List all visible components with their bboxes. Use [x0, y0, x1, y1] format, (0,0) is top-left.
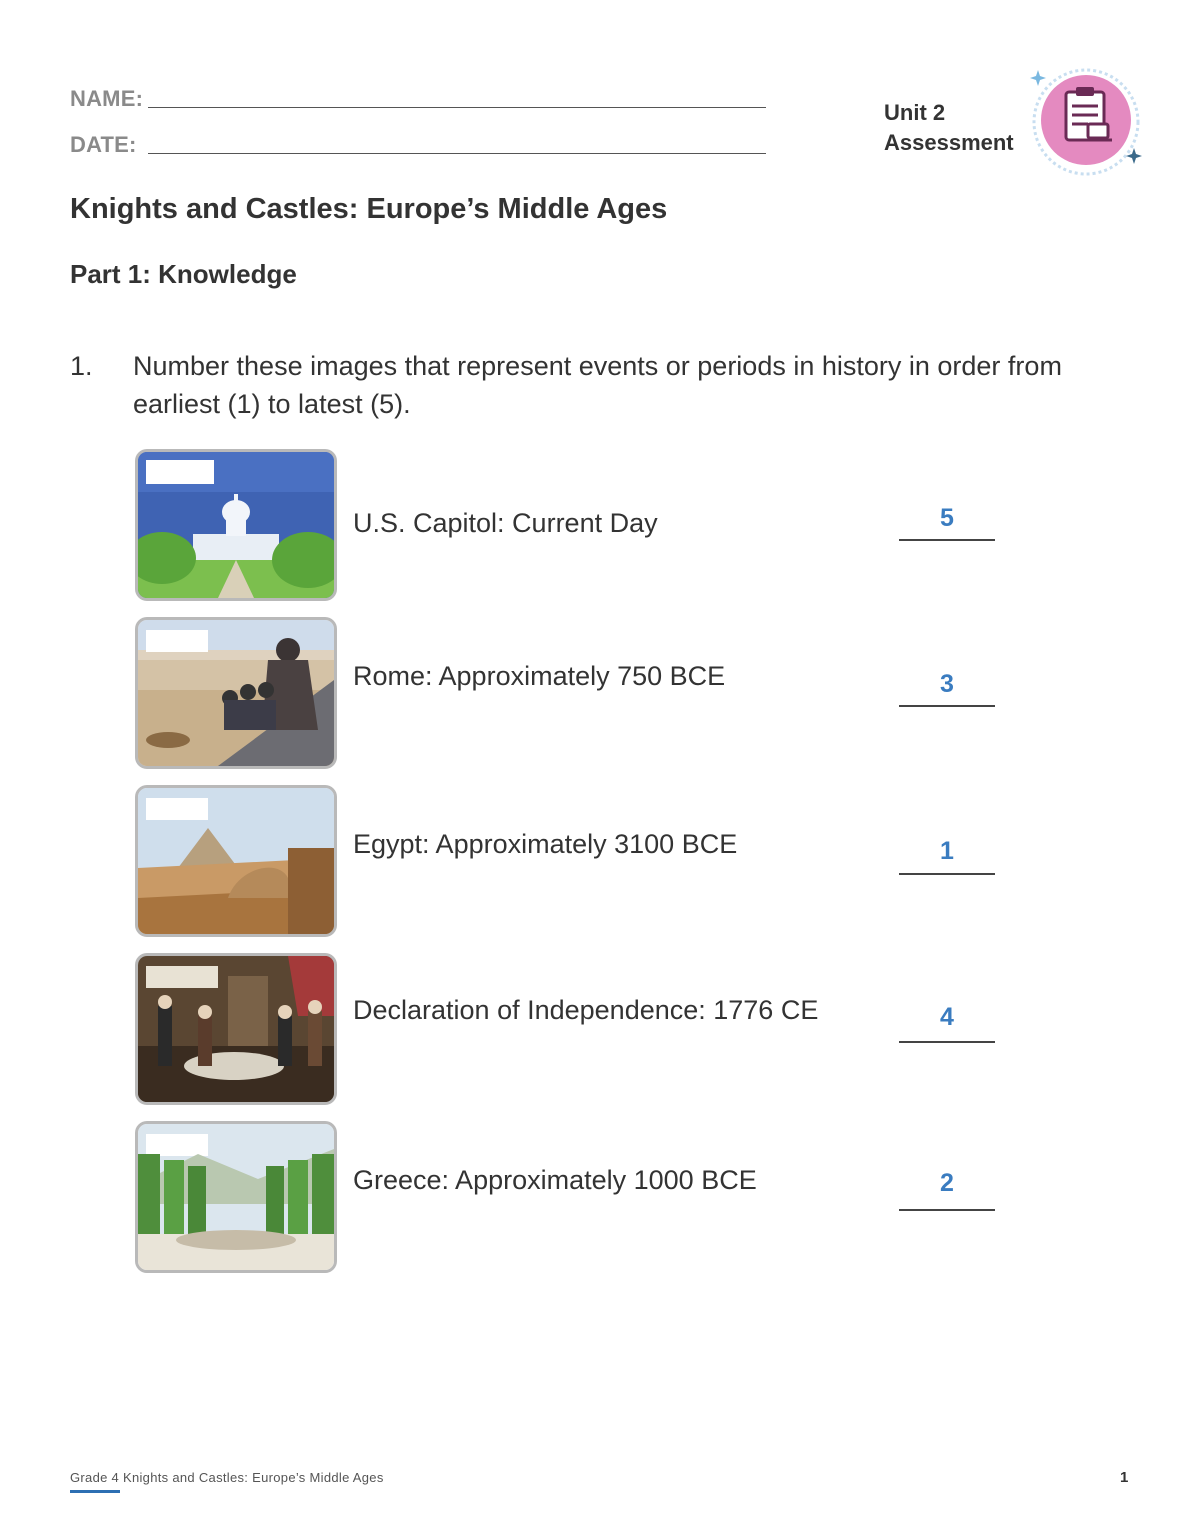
answer-value[interactable]: 3 — [940, 670, 954, 698]
egypt-image — [135, 785, 337, 937]
answer-line — [899, 1209, 995, 1211]
footer-text: Grade 4 Knights and Castles: Europe’s Middle Ages — [70, 1470, 384, 1485]
item-label: Greece: Approximately 1000 BCE — [353, 1165, 757, 1195]
item-label: Declaration of Independence: 1776 CE — [353, 995, 819, 1025]
part-title: Part 1: Knowledge — [70, 259, 297, 289]
unit-assessment: Assessment — [884, 130, 1014, 155]
answer-line — [899, 873, 995, 875]
date-line — [148, 153, 766, 154]
list-item — [135, 449, 1035, 599]
date-label: DATE: — [70, 132, 137, 157]
answer-value[interactable]: 4 — [940, 1003, 954, 1031]
page-title: Knights and Castles: Europe’s Middle Ages — [70, 193, 668, 225]
greece-image — [135, 1121, 337, 1273]
date-field[interactable] — [70, 132, 137, 158]
list-item — [135, 1121, 1035, 1271]
answer-line — [899, 1041, 995, 1043]
declaration-image — [135, 953, 337, 1105]
name-line — [148, 107, 766, 108]
rome-image — [135, 617, 337, 769]
list-item — [135, 953, 1035, 1103]
answer-line — [899, 539, 995, 541]
item-label: Egypt: Approximately 3100 BCE — [353, 829, 738, 859]
answer-value[interactable]: 5 — [940, 504, 954, 532]
unit-label — [884, 98, 1014, 158]
answer-value[interactable]: 2 — [940, 1169, 954, 1197]
capitol-image — [135, 449, 337, 601]
question-text: Number these images that represent events or periods in history in order from earliest (1) to latest (5). — [133, 351, 1062, 419]
item-label: Rome: Approximately 750 BCE — [353, 661, 726, 691]
unit-number: Unit 2 — [884, 100, 946, 125]
name-label: NAME: — [70, 86, 144, 111]
list-item — [135, 785, 1035, 935]
name-field[interactable] — [70, 86, 143, 112]
question-number: 1. — [70, 351, 93, 381]
page-number: 1 — [1120, 1469, 1129, 1486]
item-label: U.S. Capitol: Current Day — [353, 508, 658, 538]
list-item — [135, 617, 1035, 767]
footer-accent-bar — [70, 1490, 120, 1493]
clipboard-icon — [1030, 66, 1142, 178]
answer-value[interactable]: 1 — [940, 837, 954, 865]
answer-line — [899, 705, 995, 707]
